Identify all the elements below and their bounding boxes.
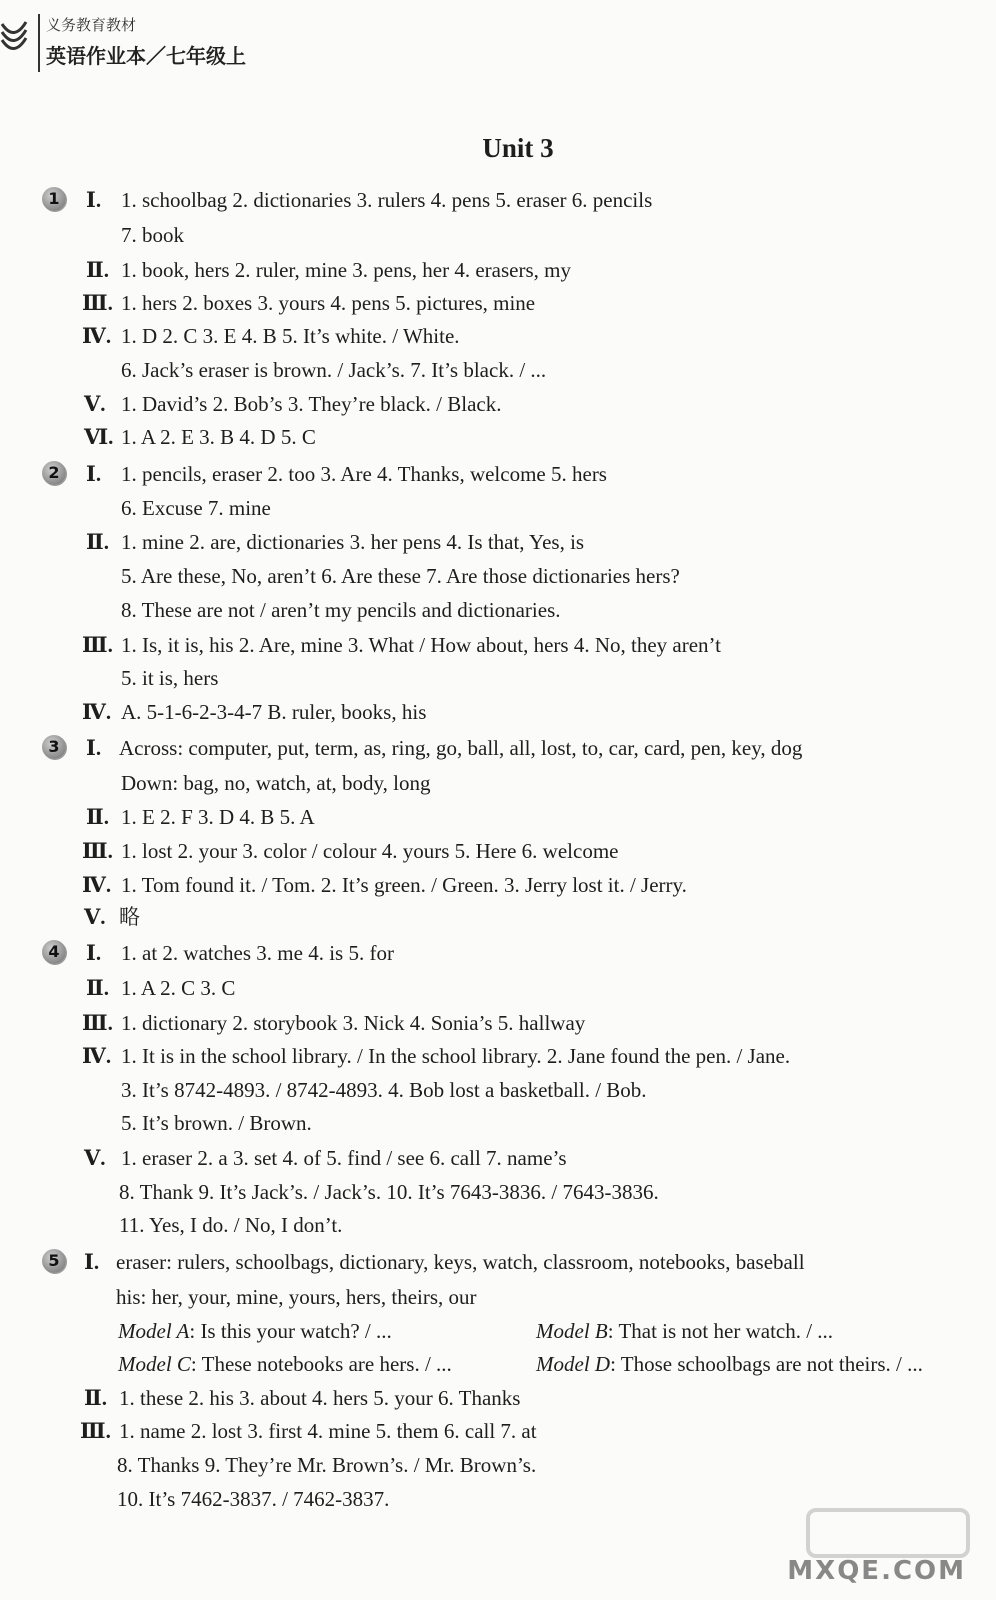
answer-line: 1. It is in the school library. / In the school library. 2. Jane found the pen. / Jane. xyxy=(121,1044,791,1068)
answer-line: A. 5-1-6-2-3-4-7 B. ruler, books, his xyxy=(121,700,427,724)
roman-numeral: Ⅴ. xyxy=(84,905,106,929)
publisher-logo-icon xyxy=(0,12,28,62)
roman-numeral: Ⅰ. xyxy=(84,1250,100,1274)
model-line xyxy=(536,1351,923,1377)
answer-line: Down: bag, no, watch, at, body, long xyxy=(121,771,431,795)
answer-line: 略 xyxy=(119,905,140,929)
roman-numeral: Ⅲ. xyxy=(82,1011,113,1035)
answer-line: Across: computer, put, term, as, ring, go, ball, all, lost, to, car, card, pen, key, dog xyxy=(119,736,803,760)
answer-line: 1. eraser 2. a 3. set 4. of 5. find / see 6. call 7. name’s xyxy=(121,1146,567,1170)
model-label: Model B xyxy=(536,1319,608,1343)
answer-line: 1. pencils, eraser 2. too 3. Are 4. Thanks, welcome 5. hers xyxy=(121,462,607,486)
answer-line: 1. D 2. C 3. E 4. B 5. It’s white. / White. xyxy=(121,324,460,348)
model-text: : Is this your watch? / ... xyxy=(189,1319,392,1343)
answer-line: 1. Tom found it. / Tom. 2. It’s green. / Green. 3. Jerry lost it. / Jerry. xyxy=(121,873,687,897)
answer-line: 6. Jack’s eraser is brown. / Jack’s. 7. It’s black. / ... xyxy=(121,358,547,382)
answer-line: 3. It’s 8742-4893. / 8742-4893. 4. Bob lost a basketball. / Bob. xyxy=(121,1078,647,1102)
answer-line: 1. lost 2. your 3. color / colour 4. yours 5. Here 6. welcome xyxy=(121,839,619,863)
roman-numeral: Ⅱ. xyxy=(86,805,109,829)
model-label: Model D xyxy=(536,1352,611,1376)
answer-line: 7. book xyxy=(121,223,184,247)
model-text: : These notebooks are hers. / ... xyxy=(190,1352,452,1376)
roman-numeral: Ⅴ. xyxy=(84,1146,106,1170)
roman-numeral: Ⅱ. xyxy=(86,530,109,554)
section-badge-2: 2 xyxy=(42,461,66,485)
roman-numeral: Ⅰ. xyxy=(86,736,102,760)
roman-numeral: Ⅲ. xyxy=(82,291,113,315)
answer-line: 1. schoolbag 2. dictionaries 3. rulers 4. pens 5. eraser 6. pencils xyxy=(121,188,653,212)
section-badge-4: 4 xyxy=(42,940,66,964)
series-label: 义务教育教材 xyxy=(46,16,137,34)
section-badge-5: 5 xyxy=(42,1249,66,1273)
answer-line: 1. A 2. E 3. B 4. D 5. C xyxy=(121,425,316,449)
unit-title: Unit 3 xyxy=(482,133,554,163)
roman-numeral: Ⅰ. xyxy=(86,941,102,965)
roman-numeral: Ⅳ. xyxy=(82,873,112,897)
answer-line: 5. it is, hers xyxy=(121,666,219,690)
answer-line: 1. these 2. his 3. about 4. hers 5. your 6. Thanks xyxy=(119,1386,521,1410)
model-label: Model A xyxy=(118,1319,190,1343)
header-divider xyxy=(38,14,40,72)
answer-line: 6. Excuse 7. mine xyxy=(121,496,271,520)
roman-numeral: Ⅵ. xyxy=(84,425,114,449)
roman-numeral: Ⅳ. xyxy=(82,324,112,348)
roman-numeral: Ⅱ. xyxy=(84,1386,107,1410)
answer-line: 1. at 2. watches 3. me 4. is 5. for xyxy=(121,941,394,965)
model-line xyxy=(536,1318,833,1344)
model-text: : That is not her watch. / ... xyxy=(607,1319,834,1343)
answer-line: 10. It’s 7462-3837. / 7462-3837. xyxy=(117,1487,390,1511)
answer-line: 5. Are these, No, aren’t 6. Are these 7. Are those dictionaries hers? xyxy=(121,564,680,588)
model-label: Model C xyxy=(118,1352,191,1376)
roman-numeral: Ⅱ. xyxy=(86,258,109,282)
roman-numeral: Ⅴ. xyxy=(84,392,106,416)
roman-numeral: Ⅳ. xyxy=(82,1044,112,1068)
model-line xyxy=(118,1351,452,1377)
roman-numeral: Ⅲ. xyxy=(80,1419,111,1443)
answer-line: 1. mine 2. are, dictionaries 3. her pens 4. Is that, Yes, is xyxy=(121,530,585,554)
answer-line: 1. name 2. lost 3. first 4. mine 5. them 6. call 7. at xyxy=(119,1419,537,1443)
page-header xyxy=(0,0,996,80)
answer-line: eraser: rulers, schoolbags, dictionary, keys, watch, classroom, notebooks, baseball xyxy=(116,1250,805,1274)
roman-numeral: Ⅰ. xyxy=(86,462,102,486)
answer-line: 1. Is, it is, his 2. Are, mine 3. What / How about, hers 4. No, they aren’t xyxy=(121,633,721,657)
book-title: 英语作业本／七年级上 xyxy=(46,44,246,68)
section-badge-3: 3 xyxy=(42,735,66,759)
answer-line: 11. Yes, I do. / No, I don’t. xyxy=(119,1213,343,1237)
answer-line: 1. book, hers 2. ruler, mine 3. pens, her 4. erasers, my xyxy=(121,258,571,282)
answer-line: his: her, your, mine, yours, hers, theirs, our xyxy=(116,1285,477,1309)
answer-line: 1. David’s 2. Bob’s 3. They’re black. / Black. xyxy=(121,392,502,416)
answer-line: 1. hers 2. boxes 3. yours 4. pens 5. pictures, mine xyxy=(121,291,536,315)
model-line xyxy=(118,1318,392,1344)
answer-line: 8. Thank 9. It’s Jack’s. / Jack’s. 10. It’s 7643-3836. / 7643-3836. xyxy=(119,1180,659,1204)
roman-numeral: Ⅳ. xyxy=(82,700,112,724)
roman-numeral: Ⅱ. xyxy=(86,976,109,1000)
answer-line: 1. E 2. F 3. D 4. B 5. A xyxy=(121,805,315,829)
answer-line: 8. These are not / aren’t my pencils and dictionaries. xyxy=(121,598,561,622)
answer-line: 8. Thanks 9. They’re Mr. Brown’s. / Mr. Brown’s. xyxy=(117,1453,537,1477)
section-badge-1: 1 xyxy=(42,187,66,211)
watermark: MXQE.COM xyxy=(787,1556,966,1586)
answer-line: 1. A 2. C 3. C xyxy=(121,976,236,1000)
answer-line: 5. It’s brown. / Brown. xyxy=(121,1111,312,1135)
roman-numeral: Ⅲ. xyxy=(82,839,113,863)
roman-numeral: Ⅲ. xyxy=(82,633,113,657)
model-text: : Those schoolbags are not theirs. / ... xyxy=(610,1352,923,1376)
answer-line: 1. dictionary 2. storybook 3. Nick 4. Sonia’s 5. hallway xyxy=(121,1011,586,1035)
roman-numeral: Ⅰ. xyxy=(86,188,102,212)
